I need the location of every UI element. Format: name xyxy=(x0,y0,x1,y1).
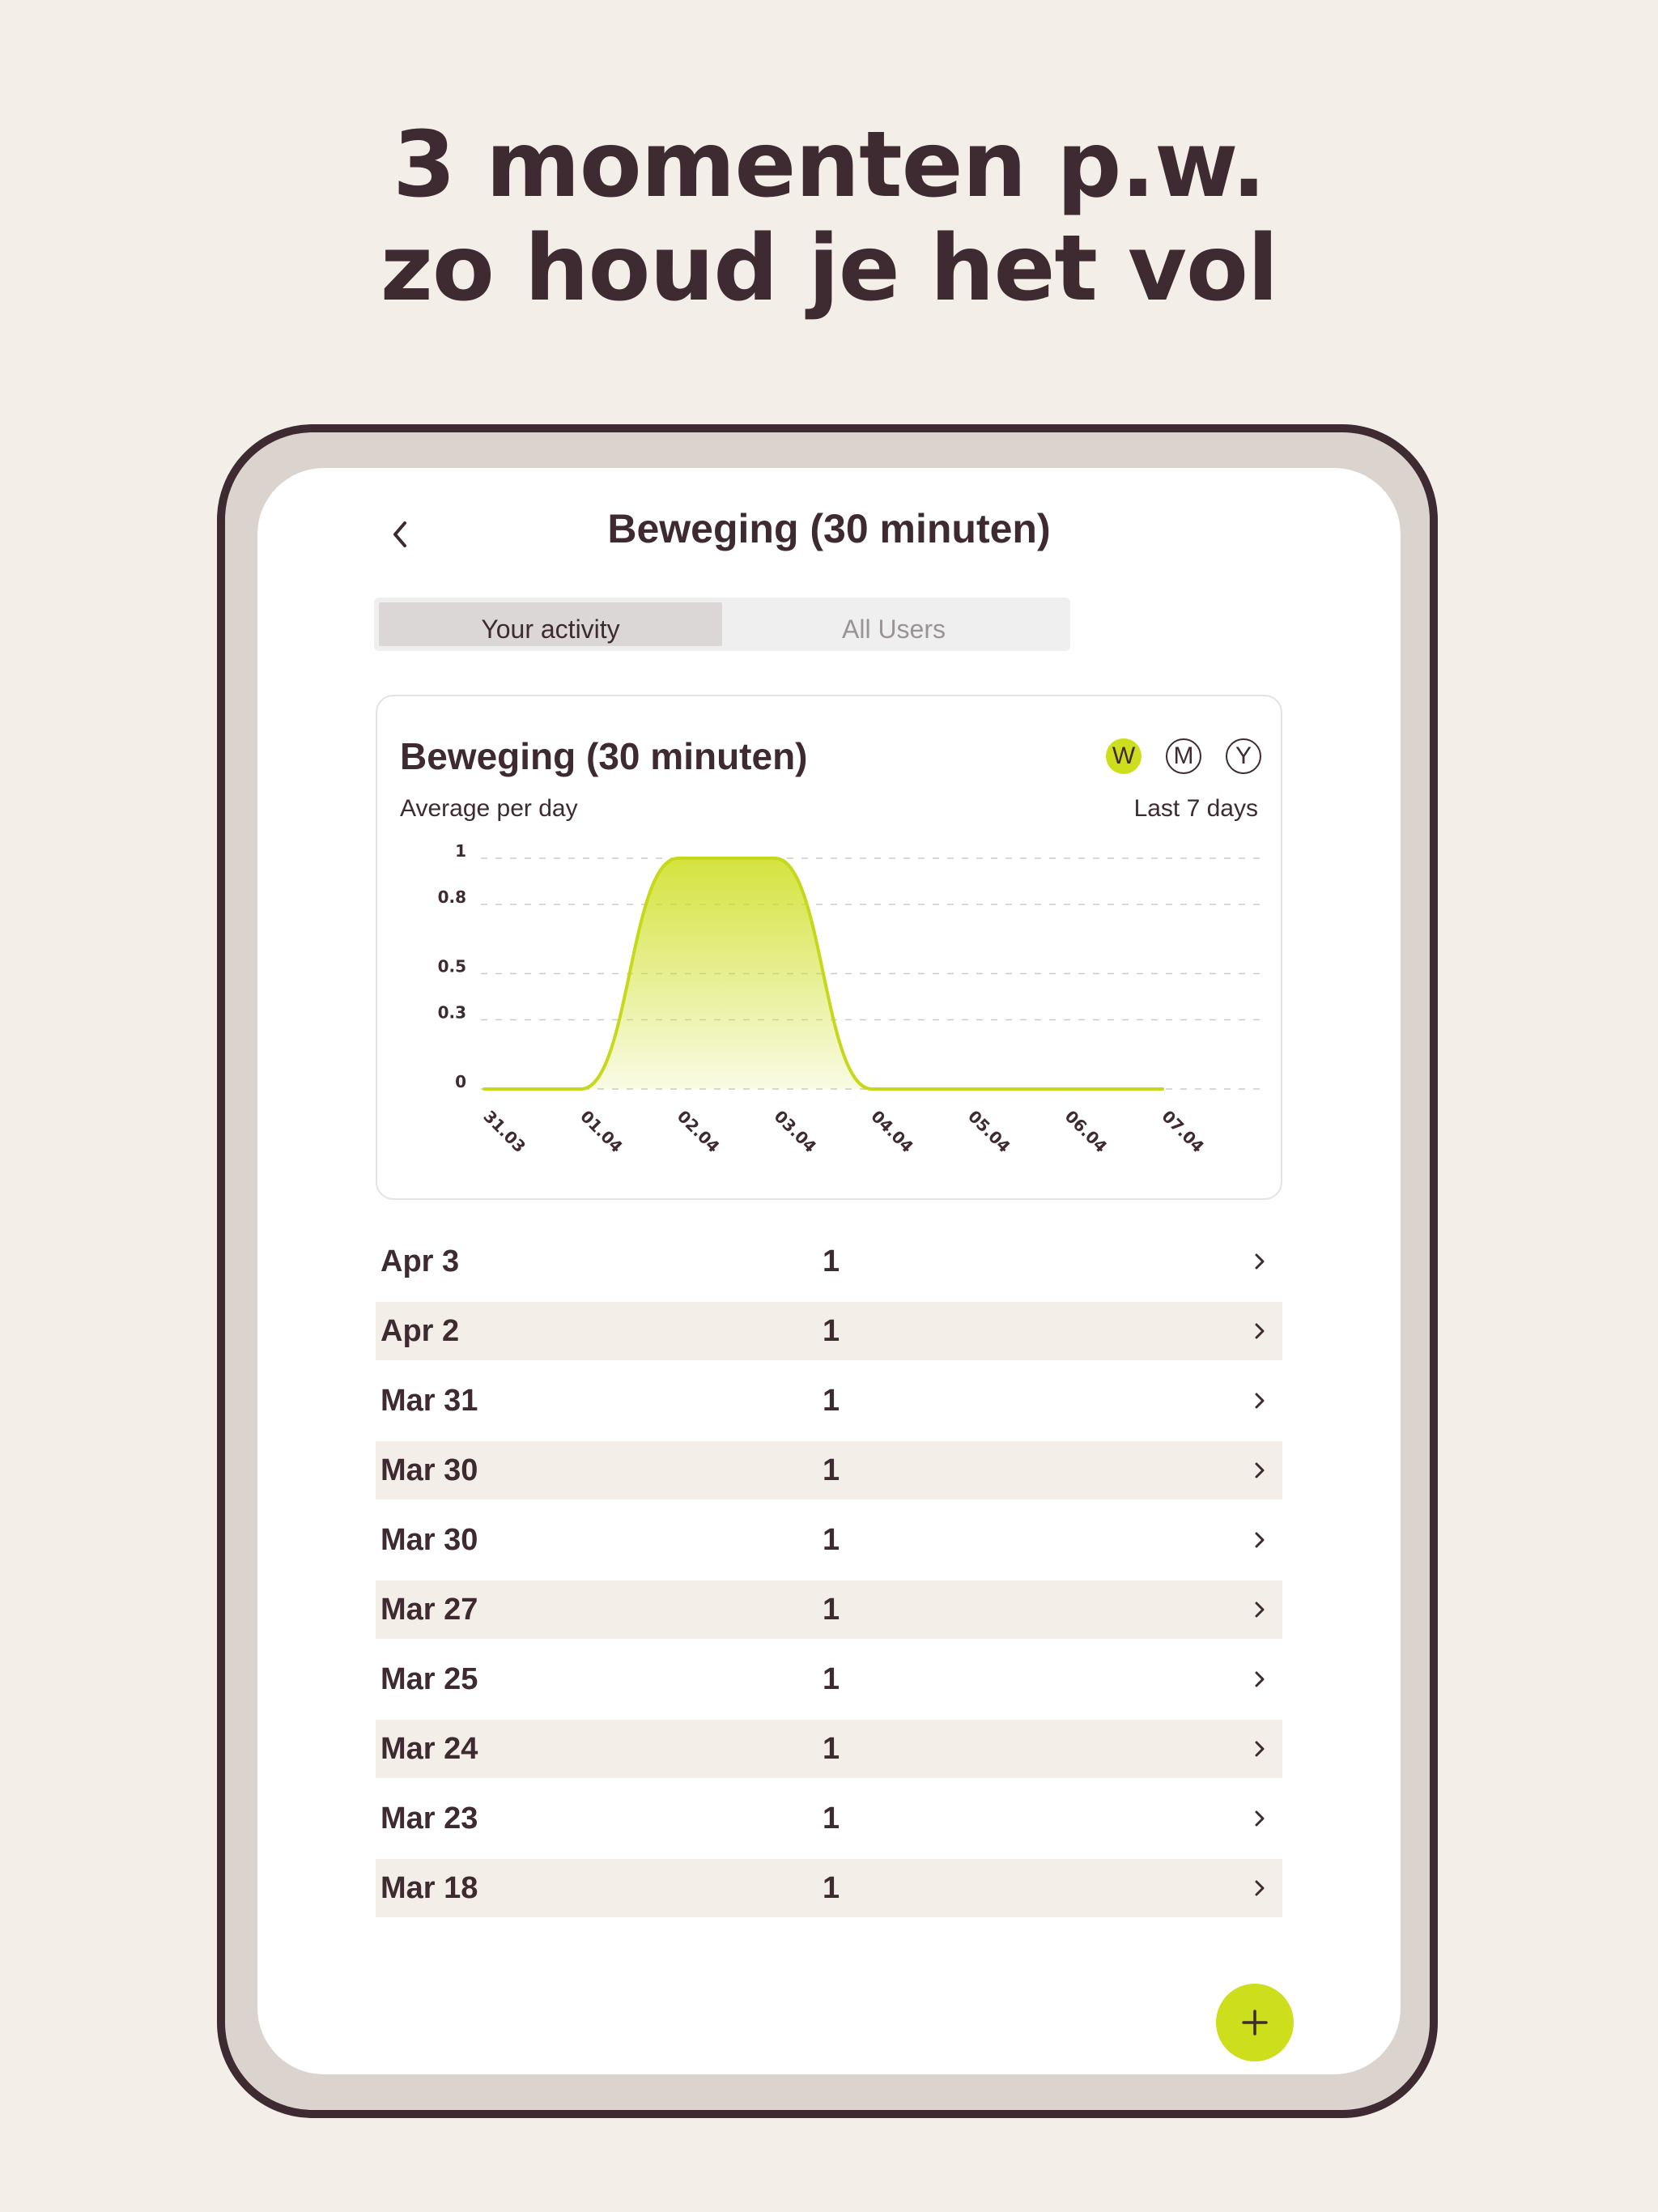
data-point xyxy=(870,1087,874,1091)
x-tick-label: 03.04 xyxy=(770,1106,821,1157)
list-item-value: 1 xyxy=(823,1244,840,1278)
y-tick-label: 1 xyxy=(455,841,466,861)
list-item-content xyxy=(376,1650,1282,1708)
chevron-right-icon xyxy=(1248,1250,1271,1273)
y-tick-label: 0.8 xyxy=(437,887,466,907)
headline-line-2: zo houd je het vol xyxy=(380,216,1278,321)
list-item-date: Mar 30 xyxy=(380,1522,478,1557)
chevron-right-icon xyxy=(1248,1738,1271,1760)
chevron-right-icon xyxy=(1248,1389,1271,1412)
data-point xyxy=(967,1087,971,1091)
data-point xyxy=(1064,1087,1067,1091)
list-item-content xyxy=(376,1441,1282,1499)
chevron-right-icon xyxy=(1248,1529,1271,1551)
chart-card xyxy=(376,695,1282,1200)
list-item-date: Mar 25 xyxy=(380,1661,478,1696)
tab-all-users[interactable]: All Users xyxy=(841,615,946,644)
tab-your-activity[interactable]: Your activity xyxy=(379,602,722,646)
data-point xyxy=(676,857,679,860)
chart-range-label: Last 7 days xyxy=(1133,795,1258,822)
data-point xyxy=(773,857,776,860)
chevron-right-icon xyxy=(1248,1807,1271,1830)
x-tick-label: 07.04 xyxy=(1158,1106,1209,1157)
chart-card-title: Beweging (30 minuten) xyxy=(400,735,808,777)
list-item-date: Mar 23 xyxy=(380,1801,478,1836)
app-screen xyxy=(257,468,1401,2074)
y-tick-label: 0.3 xyxy=(437,1002,466,1023)
list-item-content xyxy=(376,1720,1282,1778)
list-item-value: 1 xyxy=(823,1661,840,1696)
chart-subtitle: Average per day xyxy=(400,795,578,822)
list-item-value: 1 xyxy=(823,1801,840,1836)
list-item-date: Apr 3 xyxy=(380,1244,460,1278)
list-item[interactable] xyxy=(376,1720,1282,1789)
data-point xyxy=(580,1087,583,1091)
y-tick-label: 0 xyxy=(455,1072,466,1091)
entries-list xyxy=(376,1232,1282,1929)
period-year-button[interactable]: Y xyxy=(1226,738,1261,774)
x-tick-label: 01.04 xyxy=(576,1106,627,1157)
list-item-date: Mar 24 xyxy=(380,1731,478,1766)
list-item[interactable] xyxy=(376,1580,1282,1650)
list-item-date: Apr 2 xyxy=(380,1313,460,1348)
list-item-value: 1 xyxy=(823,1453,840,1487)
headline-line-1: 3 momenten p.w. xyxy=(393,113,1265,218)
list-item[interactable] xyxy=(376,1302,1282,1372)
list-item-content xyxy=(376,1302,1282,1360)
list-item-value: 1 xyxy=(823,1870,840,1905)
y-tick-label: 0.5 xyxy=(437,956,466,976)
chevron-right-icon xyxy=(1248,1598,1271,1621)
chevron-right-icon xyxy=(1248,1459,1271,1482)
data-point xyxy=(483,1087,486,1091)
period-week-button[interactable]: W xyxy=(1106,738,1141,774)
list-item-value: 1 xyxy=(823,1383,840,1418)
plus-icon xyxy=(1240,2008,1269,2037)
list-item-value: 1 xyxy=(823,1592,840,1627)
list-item[interactable] xyxy=(376,1789,1282,1859)
x-tick-label: 06.04 xyxy=(1061,1106,1112,1157)
list-item-value: 1 xyxy=(823,1313,840,1348)
x-tick-label: 02.04 xyxy=(673,1106,724,1157)
x-tick-label: 04.04 xyxy=(867,1106,918,1157)
chevron-right-icon xyxy=(1248,1320,1271,1342)
list-item-content xyxy=(376,1789,1282,1848)
list-item-value: 1 xyxy=(823,1731,840,1766)
x-tick-label: 31.03 xyxy=(479,1106,530,1157)
list-item-date: Mar 27 xyxy=(380,1592,478,1627)
list-item[interactable] xyxy=(376,1859,1282,1929)
period-month-button[interactable]: M xyxy=(1166,738,1201,774)
list-item-date: Mar 30 xyxy=(380,1453,478,1487)
list-item[interactable] xyxy=(376,1441,1282,1511)
headline xyxy=(0,113,1658,321)
page-title: Beweging (30 minuten) xyxy=(607,506,1051,551)
segmented-control xyxy=(374,598,1070,651)
add-entry-button[interactable] xyxy=(1216,1984,1294,2061)
list-item-content xyxy=(376,1372,1282,1430)
list-item[interactable] xyxy=(376,1232,1282,1302)
chevron-right-icon xyxy=(1248,1668,1271,1691)
list-item[interactable] xyxy=(376,1650,1282,1720)
list-item-date: Mar 18 xyxy=(380,1870,478,1905)
list-item[interactable] xyxy=(376,1372,1282,1441)
list-item[interactable] xyxy=(376,1511,1282,1580)
list-item-date: Mar 31 xyxy=(380,1383,478,1418)
area-chart xyxy=(377,696,1281,1198)
list-item-content xyxy=(376,1232,1282,1291)
x-tick-label: 05.04 xyxy=(964,1106,1014,1157)
list-item-value: 1 xyxy=(823,1522,840,1557)
data-point xyxy=(1161,1087,1164,1091)
chevron-right-icon xyxy=(1248,1877,1271,1899)
list-item-content xyxy=(376,1580,1282,1639)
list-item-content xyxy=(376,1859,1282,1917)
list-item-content xyxy=(376,1511,1282,1569)
